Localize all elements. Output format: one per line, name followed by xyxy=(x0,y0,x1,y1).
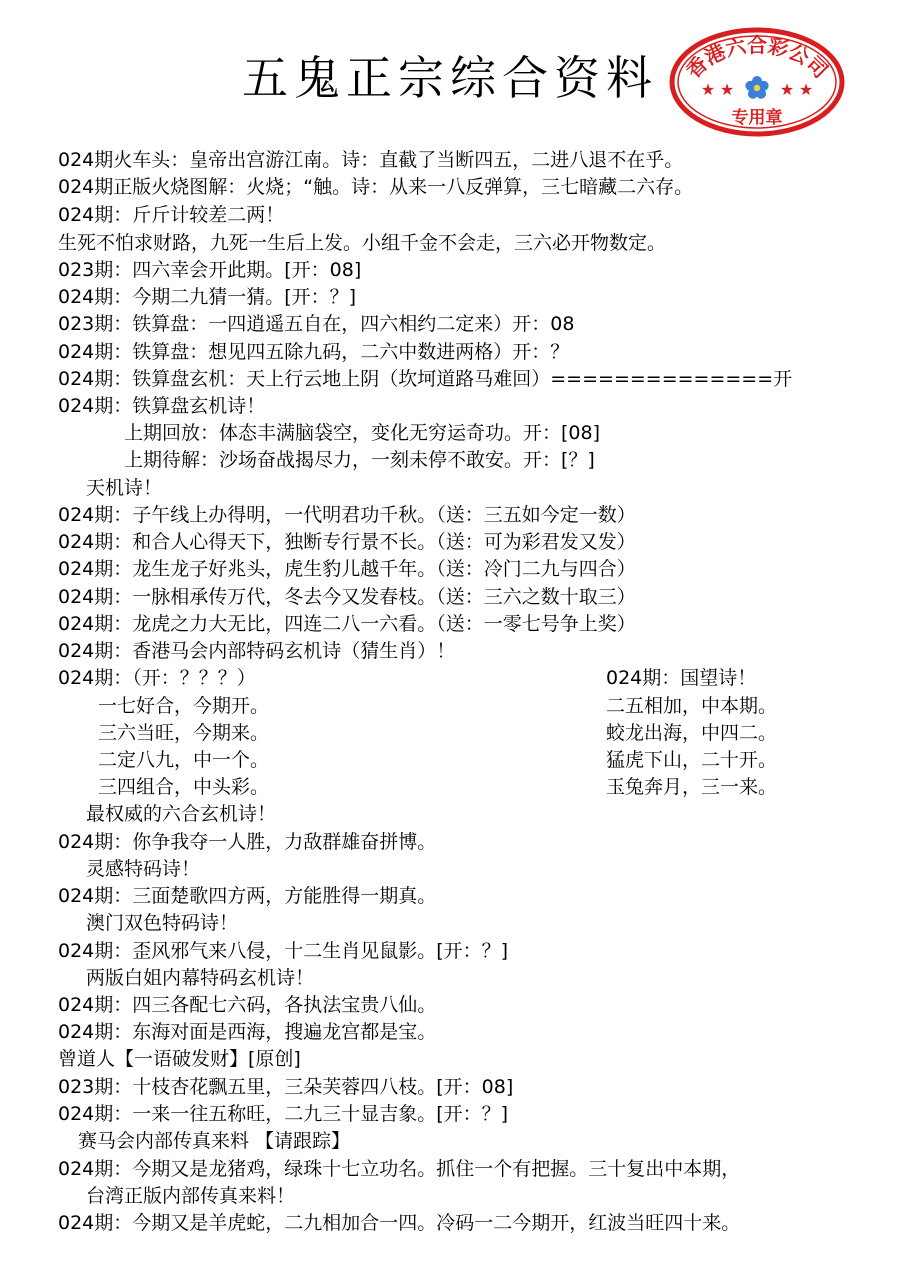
text-line: 一七好合，今期开。 xyxy=(98,695,270,717)
text-line: 024期：龙虎之力大无比，四连二八一六看。（送：一零七号争上奖） xyxy=(58,613,636,635)
poem-heading: 024期：国望诗！ xyxy=(606,667,757,689)
text-line: 024期：四三各配七六码，各执法宝贵八仙。 xyxy=(58,994,437,1016)
section-heading: 最权威的六合玄机诗！ xyxy=(86,803,277,825)
section-heading: 赛马会内部传真来料 【请跟踪】 xyxy=(78,1130,351,1152)
text-line: 024期：东海对面是西海，搜遍龙宫都是宝。 xyxy=(58,1021,437,1043)
text-line: 三四组合，中头彩。 xyxy=(98,776,270,798)
text-line: 024期正版火烧图解：火烧；“触。诗：从来一八反弹算，三七暗藏二六存。 xyxy=(58,176,694,198)
company-seal xyxy=(668,26,846,138)
text-line: 024期火车头：皇帝出宫游江南。诗：直截了当断四五，二进八退不在乎。 xyxy=(58,149,684,171)
text-line: 024期：铁算盘玄机：天上行云地上阴（坎坷道路马难回）==============开 xyxy=(58,368,793,390)
text-line: 024期：今期又是羊虎蛇，二九相加合一四。冷码一二今期开，红波当旺四十来。 xyxy=(58,1212,741,1234)
text-line: 023期：铁算盘：一四逍遥五自在，四六相约二定来）开：08 xyxy=(58,313,575,335)
page-title: 五鬼正宗综合资料 xyxy=(242,51,658,105)
text-line: 024期：三面楚歌四方两，方能胜得一期真。 xyxy=(58,885,437,907)
text-line: 二定八九，中一个。 xyxy=(98,749,270,771)
section-heading: 两版白姐内幕特码玄机诗！ xyxy=(86,967,315,989)
section-heading: 天机诗！ xyxy=(86,477,163,499)
seal-bottom-text: 专用章 xyxy=(731,108,783,128)
text-line: 024期：歪风邪气来八侵，十二生肖见鼠影。[开：？] xyxy=(58,940,509,962)
seal-top-text: 香港六合彩公司 xyxy=(681,33,833,83)
text-line: 024期：今期二九猜一猜。[开：？] xyxy=(58,286,357,308)
text-line: 上期待解：沙场奋战揭尽力，一刻未停不敢安。开：[？] xyxy=(124,449,595,471)
star-icon: ★ xyxy=(719,80,735,99)
poem-line: 二五相加，中本期。 xyxy=(606,695,778,717)
star-icon: ★ xyxy=(700,80,716,99)
text-line: 024期：铁算盘：想见四五除九码，二六中数进两格）开：？ xyxy=(58,341,570,363)
text-line: 生死不怕求财路，九死一生后上发。小组千金不会走，三六必开物数定。 xyxy=(58,232,667,254)
text-line: 024期：铁算盘玄机诗！ xyxy=(58,395,266,417)
text-line: 024期：龙生龙子好兆头，虎生豹儿越千年。（送：冷门二九与四合） xyxy=(58,558,636,580)
text-line: 024期：今期又是龙猪鸡，绿珠十七立功名。抓住一个有把握。三十复出中本期， xyxy=(58,1158,741,1180)
section-heading: 台湾正版内部传真来料！ xyxy=(86,1185,296,1207)
text-line: 024期：一来一往五称旺，二九三十显吉象。[开：？] xyxy=(58,1103,509,1125)
text-line: 上期回放：体态丰满脑袋空，变化无穷运奇功。开：[08] xyxy=(124,422,601,444)
section-heading: 曾道人【一语破发财】[原创] xyxy=(58,1048,301,1070)
text-line: 023期：四六幸会开此期。[开：08] xyxy=(58,259,362,281)
text-line: 024期：子午线上办得明，一代明君功千秋。（送：三五如今定一数） xyxy=(58,504,636,526)
text-line: 024期：（开：？？？） xyxy=(58,667,256,689)
text-line: 024期：和合人心得天下，独断专行景不长。（送：可为彩君发又发） xyxy=(58,531,636,553)
poem-line: 蛟龙出海，中四二。 xyxy=(606,722,778,744)
text-line: 024期：你争我夺一人胜，力敌群雄奋拼博。 xyxy=(58,831,437,853)
star-icon: ★ xyxy=(779,80,795,99)
text-line: 三六当旺，今期来。 xyxy=(98,722,270,744)
text-line: 024期：斤斤计较差二两！ xyxy=(58,204,285,226)
section-heading: 澳门双色特码诗！ xyxy=(86,912,239,934)
poem-line: 猛虎下山，二十开。 xyxy=(606,749,778,771)
text-line: 024期：一脉相承传万代，冬去今又发春枝。（送：三六之数十取三） xyxy=(58,586,636,608)
section-heading: 灵感特码诗！ xyxy=(86,858,201,880)
text-line: 024期：香港马会内部特码玄机诗（猜生肖）！ xyxy=(58,640,456,662)
poem-line: 玉兔奔月，三一来。 xyxy=(606,776,778,798)
star-icon: ★ xyxy=(798,80,814,99)
text-line: 023期：十枝杏花飘五里，三朵芙蓉四八枝。[开：08] xyxy=(58,1076,514,1098)
